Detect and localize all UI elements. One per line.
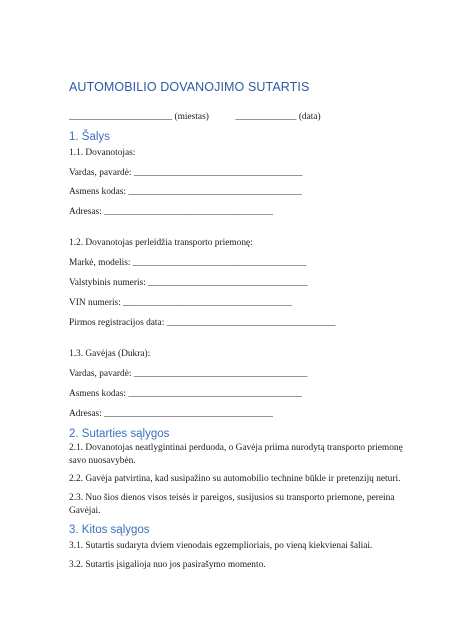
clause: [69, 559, 266, 572]
date-label: (data): [298, 112, 321, 122]
clause-line: savo nuosavybėn.: [69, 455, 136, 466]
form-field: Asmens kodas: _____________________________________: [69, 187, 302, 197]
form-field: VIN numeris: ____________________________________: [69, 298, 292, 308]
form-field: Valstybinis numeris: __________________________________: [69, 278, 308, 288]
clause: [69, 442, 403, 467]
place-date-line: [69, 111, 321, 124]
date-blank: _____________: [235, 112, 297, 122]
clause-line: 2.1. Dovanotojas neatlygintinai perduoda, o Gavėja priima nurodytą transporto priemonę: [69, 443, 403, 453]
party-intro: 1.2. Dovanotojas perleidžia transporto priemonę:: [69, 238, 253, 248]
form-field: Adresas: ____________________________________: [69, 409, 273, 419]
form-field: Vardas, pavardė: ____________________________________: [69, 168, 303, 178]
form-field: Pirmos registracijos data: ____________________________________: [69, 318, 336, 328]
form-field: Asmens kodas: _____________________________________: [69, 389, 302, 399]
form-field: Vardas, pavardė: _____________________________________: [69, 369, 308, 379]
clause-line: 2.3. Nuo šios dienos visos teisės ir pareigos, susijusios su transporto priemone, pereina: [69, 493, 395, 503]
clause-line: 2.2. Gavėja patvirtina, kad susipažino su automobilio technine būkle ir pretenzijų neturi.: [69, 474, 401, 484]
clause: [69, 492, 394, 517]
section-heading: 2. Sutarties sąlygos: [69, 428, 170, 440]
party-intro: 1.3. Gavėjas (Dukra):: [69, 349, 151, 359]
clause-line: 3.2. Sutartis įsigalioja nuo jos pasirašymo momento.: [69, 560, 266, 570]
clause-line: Gavėjai.: [69, 505, 101, 516]
form-field: Adresas: ____________________________________: [69, 207, 273, 217]
document-title: AUTOMOBILIO DOVANOJIMO SUTARTIS: [69, 80, 310, 94]
section-heading: 1. Šalys: [69, 131, 110, 143]
party-intro: 1.1. Dovanotojas:: [69, 148, 136, 158]
place-blank: ______________________: [69, 112, 173, 122]
clause-line: 3.1. Sutartis sudaryta dviem vienodais egzemplioriais, po vieną kiekvienai šaliai.: [69, 541, 373, 551]
section-heading: 3. Kitos sąlygos: [69, 524, 150, 536]
form-field: Markė, modelis: _____________________________________: [69, 258, 307, 268]
clause: [69, 540, 372, 553]
clause: [69, 473, 400, 486]
place-label: (miestas): [174, 112, 209, 122]
